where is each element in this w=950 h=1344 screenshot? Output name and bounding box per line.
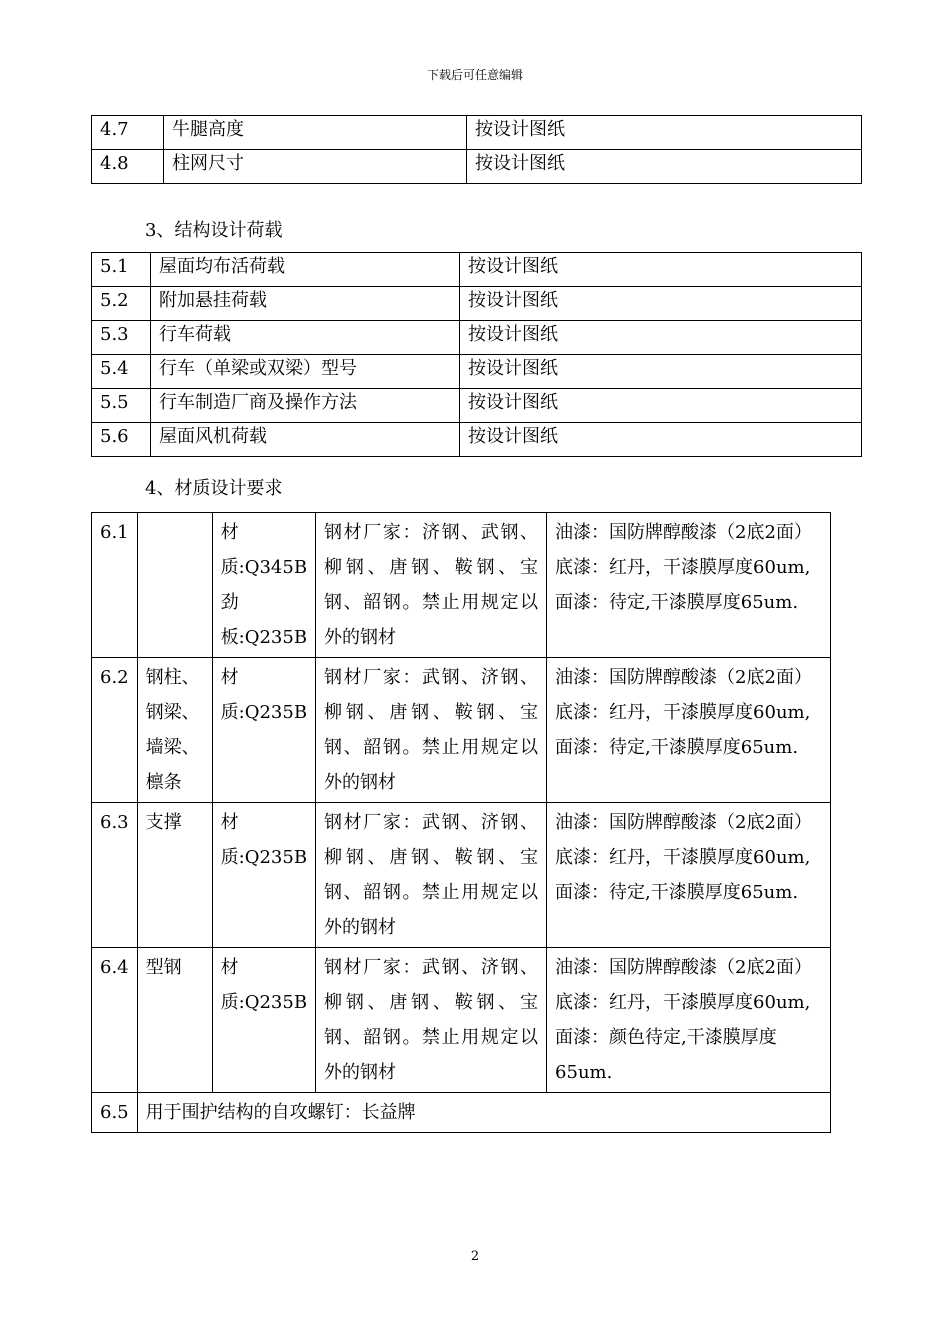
paint-line: 油漆：国防牌醇酸漆（2底2面） — [555, 667, 812, 688]
loads-table — [91, 252, 862, 457]
table-row — [92, 389, 862, 423]
row-value: 按设计图纸 — [460, 423, 862, 457]
row-value: 按设计图纸 — [460, 389, 862, 423]
row-item: 牛腿高度 — [164, 116, 467, 150]
primer-line: 底漆：红丹，干漆膜厚度60um, — [555, 557, 811, 578]
row-note: 用于围护结构的自攻螺钉：长益牌 — [137, 1093, 830, 1133]
row-item: 屋面均布活荷载 — [151, 253, 460, 287]
row-material: 材质:Q345B 劲板:Q235B — [212, 513, 315, 658]
section-title-materials: 4、材质设计要求 — [145, 478, 283, 499]
row-material: 材质:Q235B — [212, 658, 315, 803]
paint-line: 油漆：国防牌醇酸漆（2底2面） — [555, 957, 812, 978]
row-part — [137, 513, 212, 658]
row-supplier: 钢材厂家：武钢、济钢、柳钢、唐钢、鞍钢、宝钢、韶钢。禁止用规定以外的钢材 — [316, 948, 547, 1093]
row-number: 5.5 — [92, 389, 151, 423]
row-number: 5.1 — [92, 253, 151, 287]
paint-line: 油漆：国防牌醇酸漆（2底2面） — [555, 522, 812, 543]
dimensions-table — [91, 115, 862, 184]
row-number: 6.5 — [92, 1093, 138, 1133]
table-row — [92, 1093, 831, 1133]
row-number: 4.8 — [92, 150, 164, 184]
row-number: 6.4 — [92, 948, 138, 1093]
row-item: 行车（单梁或双梁）型号 — [151, 355, 460, 389]
table-row — [92, 803, 831, 948]
row-value: 按设计图纸 — [460, 355, 862, 389]
row-item: 行车荷载 — [151, 321, 460, 355]
row-value: 按设计图纸 — [460, 287, 862, 321]
table-row — [92, 150, 862, 184]
row-value: 按设计图纸 — [467, 150, 862, 184]
row-number: 6.1 — [92, 513, 138, 658]
row-number: 5.4 — [92, 355, 151, 389]
row-number: 5.3 — [92, 321, 151, 355]
table-row — [92, 287, 862, 321]
row-paint — [547, 803, 831, 948]
table-row — [92, 116, 862, 150]
row-number: 5.2 — [92, 287, 151, 321]
row-supplier: 钢材厂家：济钢、武钢、柳钢、唐钢、鞍钢、宝钢、韶钢。禁止用规定以外的钢材 — [316, 513, 547, 658]
table-row — [92, 321, 862, 355]
row-value: 按设计图纸 — [460, 253, 862, 287]
row-part: 支撑 — [137, 803, 212, 948]
primer-line: 底漆：红丹，干漆膜厚度60um, — [555, 847, 811, 868]
row-paint — [547, 658, 831, 803]
paint-line: 油漆：国防牌醇酸漆（2底2面） — [555, 812, 812, 833]
row-item: 屋面风机荷载 — [151, 423, 460, 457]
table-row — [92, 423, 862, 457]
row-paint — [547, 948, 831, 1093]
row-number: 6.3 — [92, 803, 138, 948]
row-supplier: 钢材厂家：武钢、济钢、柳钢、唐钢、鞍钢、宝钢、韶钢。禁止用规定以外的钢材 — [316, 658, 547, 803]
row-item: 附加悬挂荷载 — [151, 287, 460, 321]
row-value: 按设计图纸 — [467, 116, 862, 150]
table-row — [92, 948, 831, 1093]
table-row — [92, 253, 862, 287]
topcoat-line: 面漆：待定,干漆膜厚度65um. — [555, 737, 799, 758]
header-note: 下载后可任意编辑 — [426, 68, 523, 82]
row-item: 行车制造厂商及操作方法 — [151, 389, 460, 423]
section-title-loads: 3、结构设计荷载 — [145, 220, 283, 241]
table-row — [92, 355, 862, 389]
row-material: 材质:Q235B — [212, 803, 315, 948]
row-value: 按设计图纸 — [460, 321, 862, 355]
row-part: 型钢 — [137, 948, 212, 1093]
primer-line: 底漆：红丹，干漆膜厚度60um, — [555, 992, 811, 1013]
row-part: 钢柱、钢梁、墙梁、檩条 — [137, 658, 212, 803]
row-paint — [547, 513, 831, 658]
topcoat-line: 面漆：颜色待定,干漆膜厚度65um. — [555, 1027, 777, 1083]
row-number: 6.2 — [92, 658, 138, 803]
row-number: 5.6 — [92, 423, 151, 457]
page-number: 2 — [470, 1249, 480, 1264]
table-row — [92, 658, 831, 803]
row-supplier: 钢材厂家：武钢、济钢、柳钢、唐钢、鞍钢、宝钢、韶钢。禁止用规定以外的钢材 — [316, 803, 547, 948]
row-number: 4.7 — [92, 116, 164, 150]
row-item: 柱网尺寸 — [164, 150, 467, 184]
materials-table — [91, 512, 831, 1133]
topcoat-line: 面漆：待定,干漆膜厚度65um. — [555, 882, 799, 903]
row-material: 材质:Q235B — [212, 948, 315, 1093]
primer-line: 底漆：红丹，干漆膜厚度60um, — [555, 702, 811, 723]
table-row — [92, 513, 831, 658]
topcoat-line: 面漆：待定,干漆膜厚度65um. — [555, 592, 799, 613]
